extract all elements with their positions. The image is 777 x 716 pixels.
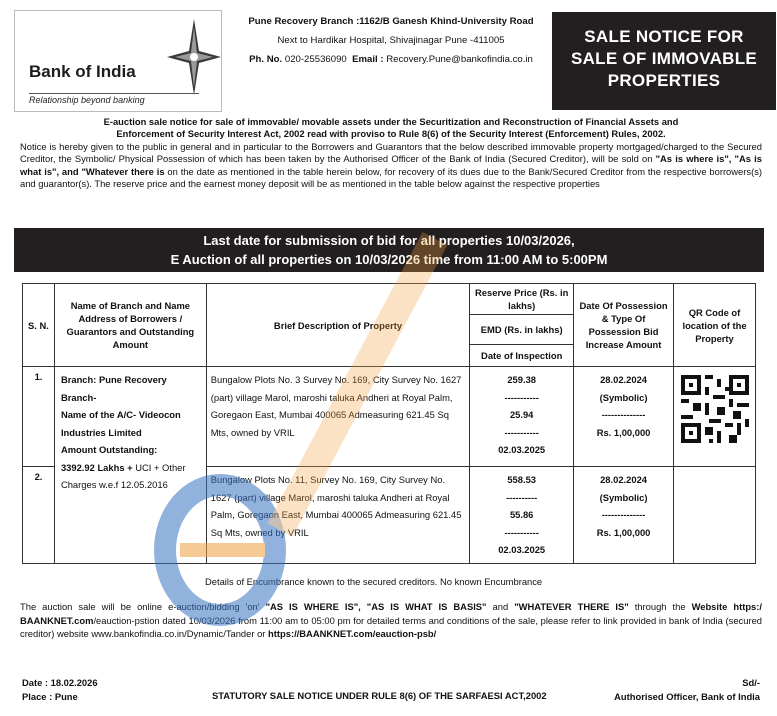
header-branch: Name of Branch and Name Address of Borrowers / Guarantors and Outstanding Amount (54, 284, 206, 367)
auction-text-b: "AS IS WHERE IS", "AS IS WHAT IS BASIS" (265, 601, 487, 612)
header-emd: EMD (Rs. in lakhs) (470, 315, 574, 345)
banner-line2: E Auction of all properties on 10/03/2026 time from 11:00 AM to 5:00PM (170, 252, 608, 267)
branch-line2: Next to Hardikar Hospital, Shivajinagar Pune -411005 (277, 35, 505, 46)
intro-para-a: Notice is hereby given to the public in general and in particular to the Borrowers and Guarantors that the below described immovable property mortgaged/charged to the Secured Creditor, the Symbolic/ Physical Possession of which has been taken by the Authorised Officer of the Bank of India (Secured Creditor), will be sold on (20, 140, 762, 165)
banner-line1: Last date for submission of bid for all properties 10/03/2026, (203, 233, 575, 248)
branch-address (236, 12, 546, 69)
intro-title-line1: E-auction sale notice for sale of immovable/ movable assets under the Securitization and Reconstruction of Financial Assets and (103, 116, 679, 127)
inspection-date: 02.03.2025 (498, 444, 546, 455)
intro-paragraph (20, 141, 762, 191)
header-description: Brief Description of Property (206, 284, 470, 367)
qr-cell-empty (674, 467, 756, 564)
possession-details (574, 367, 674, 467)
bank-name: Bank of India (29, 62, 136, 81)
separator: -------------- (601, 509, 646, 520)
borrower-branch: Branch: Pune Recovery Branch- (60, 374, 167, 403)
outstanding-label: Amount Outstanding: (60, 444, 158, 455)
property-table (22, 283, 756, 564)
table-row (23, 367, 756, 467)
borrower-details (54, 367, 206, 564)
possession-type: (Symbolic) (599, 491, 648, 503)
signature-sd: Sd/- (742, 677, 760, 688)
separator: ----------- (504, 426, 539, 438)
header-possession: Date Of Possession & Type Of Possession Bid Increase Amount (574, 284, 674, 367)
phone-label: Ph. No. (249, 54, 283, 65)
title-line1: SALE NOTICE FOR (584, 27, 744, 46)
notice-date: Date : 18.02.2026 (22, 677, 98, 688)
header-qr: QR Code of location of the Property (674, 284, 756, 367)
reserve-price: 259.38 (507, 374, 537, 385)
possession-type: (Symbolic) (599, 391, 648, 403)
property-description: Bungalow Plots No. 11, Survey No. 169, City Survey No. 1627 (part) village Marol, maroshi taluka Andheri at Royal Palm, Goregaon East, Mumbai 400065 Admeasuring 621.45 Sq Mts, owned by VRIL (206, 467, 470, 564)
notice-place: Place : Pune (22, 691, 78, 702)
auction-eauction-link[interactable]: https://BAANKNET.com/eauction-psb/ (268, 628, 437, 639)
reserve-emd-inspection (470, 467, 574, 564)
table-header-row (23, 284, 756, 315)
row-sn: 1. (23, 367, 55, 467)
reserve-emd-inspection (470, 367, 574, 467)
separator: -------------- (601, 409, 646, 420)
intro-para-b: on the date as mentioned in the table herein below, for recovery of its dues due to the Bank/Secured Creditor from the respective borrowers(s) and guarantor(s). The reserve price and the earnest money deposit will be as mentioned in the table below against the respective properties (20, 165, 762, 190)
header-inspection: Date of Inspection (470, 345, 574, 367)
borrower-account: Name of the A/C- Videocon Industries Limited (60, 409, 181, 438)
bid-increase: Rs. 1,00,000 (596, 526, 651, 538)
encumbrance-note: Details of Encumbrance known to the secured creditors. No known Encumbrance (205, 576, 543, 587)
title-line3: PROPERTIES (607, 71, 721, 90)
bank-tagline: Relationship beyond banking (29, 93, 199, 106)
header-sn: S. N. (23, 284, 55, 367)
auction-text-e: through the (628, 601, 692, 612)
auction-text-d: "WHATEVER THERE IS" (514, 601, 629, 612)
possession-date: 28.02.2024 (600, 374, 648, 385)
header-reserve: Reserve Price (Rs. in lakhs) (470, 284, 574, 315)
auction-date-banner (14, 228, 764, 272)
email-label: Email : (352, 54, 384, 65)
reserve-price: 558.53 (507, 474, 537, 485)
sale-notice-title (552, 12, 776, 110)
outstanding-amount-bold: 3392.92 Lakhs + (60, 461, 133, 473)
phone-number: 020-25536090 (284, 54, 347, 65)
separator: ----------- (504, 391, 539, 403)
auction-details (20, 600, 762, 641)
qr-code-icon[interactable] (681, 375, 749, 443)
emd-amount: 55.86 (509, 509, 534, 520)
bank-logo (14, 10, 222, 112)
auction-text-a: The auction sale will be online e-auction/bidding 'on' (20, 601, 266, 612)
auction-text-c: and (486, 601, 515, 612)
statutory-note: STATUTORY SALE NOTICE UNDER RULE 8(6) OF THE SARFAESI ACT,2002 (212, 690, 547, 701)
email-address: Recovery.Pune@bankofindia.co.in (386, 54, 533, 65)
notice-header (14, 10, 764, 114)
possession-date: 28.02.2024 (600, 474, 648, 485)
separator: ----------- (504, 526, 539, 538)
bid-increase: Rs. 1,00,000 (596, 426, 651, 438)
footer-date-place (22, 676, 98, 704)
outstanding-amount-rest: UCI + Other Charges w.e.f 12.05.2016 (60, 461, 186, 490)
auction-website-link[interactable]: Website https:/ BAANKNET.com (20, 601, 762, 626)
title-line2: SALE OF IMMOVABLE (570, 49, 758, 68)
emd-amount: 25.94 (509, 409, 534, 420)
separator: ---------- (506, 491, 538, 503)
possession-details (574, 467, 674, 564)
property-description: Bungalow Plots No. 3 Survey No. 169, City Survey No. 1627 (part) village Marol, maroshi taluka Andheri at Royal Palm, Goregaon East, Mumbai 400065 Admeasuring 621.45 Sq Mts, owned by VRIL (206, 367, 470, 467)
signature-block (600, 676, 760, 704)
auction-text-g: /eauction-pstion dated 10/03/2026 from 11:00 am to 05:00 pm for detailed terms and conditions of the sale, please refer to link provided in bank of India (secured creditor) website www.bankofindia.co.in/Dynamic/Tander or (20, 614, 762, 639)
authorised-officer: Authorised Officer, Bank of India (614, 691, 760, 702)
intro-section (20, 116, 762, 190)
qr-cell (674, 367, 756, 467)
inspection-date: 02.03.2025 (498, 544, 546, 555)
row-sn: 2. (23, 467, 55, 564)
branch-line1: Pune Recovery Branch :1162/B Ganesh Khind-University Road (248, 16, 534, 27)
star-logo-icon (165, 17, 223, 97)
intro-para-bold: "As is where is", "As is what is", and "Whatever there is (20, 153, 762, 177)
intro-title-line2: Enforcement of Security Interest Act, 2002 read with proviso to Rule 8(6) of the Security Interest (Enforcement) Rules, 2002. (116, 128, 666, 140)
outstanding-amount (61, 459, 200, 494)
